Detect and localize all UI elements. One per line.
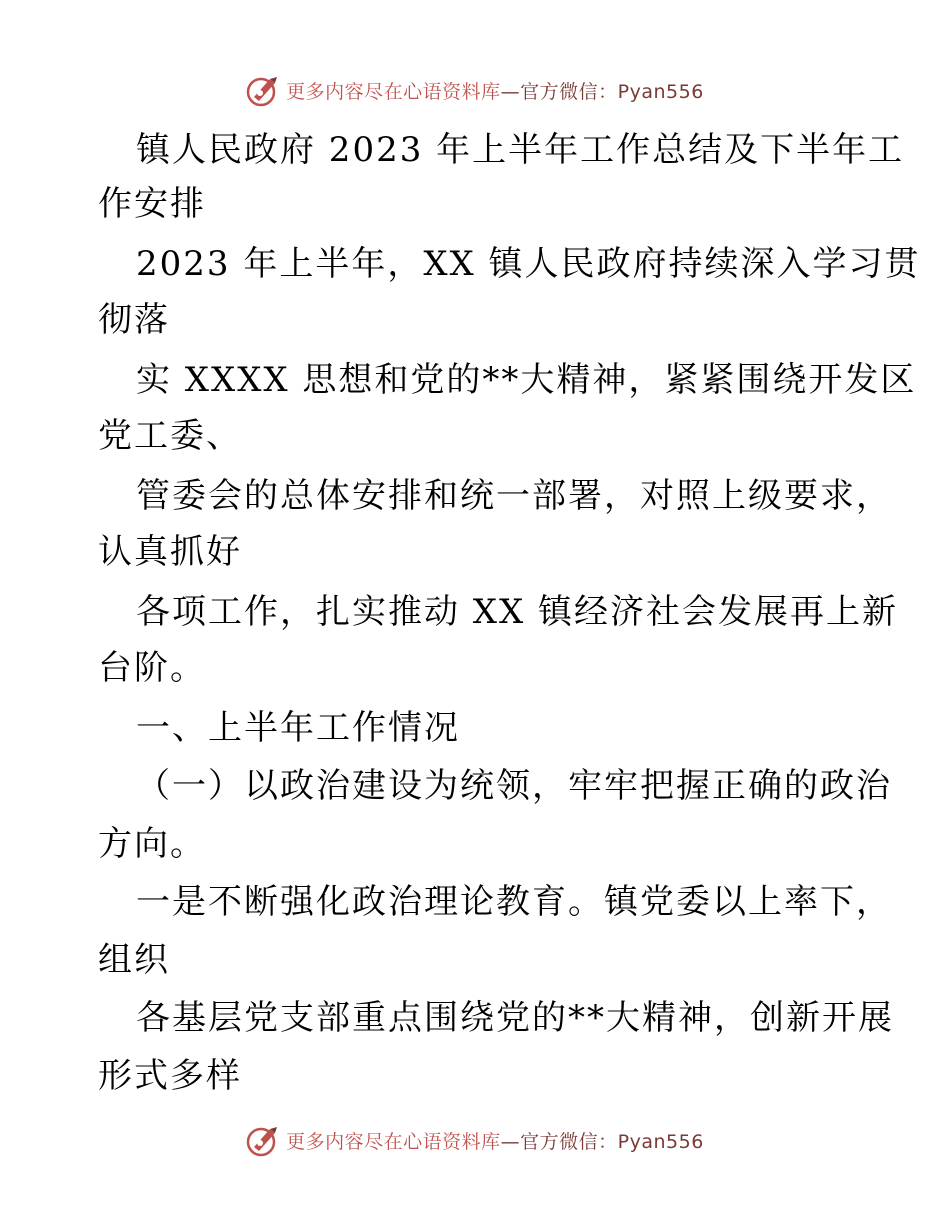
paragraph-line: 台阶。 bbox=[98, 648, 206, 688]
paragraph-line: 各基层党支部重点围绕党的**大精神，创新开展 bbox=[136, 998, 894, 1038]
paragraph-line: 党工委、 bbox=[98, 416, 242, 456]
paragraph-line: 组织 bbox=[98, 940, 170, 980]
paragraph-line: 彻落 bbox=[98, 300, 170, 340]
watermark-header bbox=[0, 70, 950, 110]
watermark-top-suffix: —官方微信：Pyan556 bbox=[500, 80, 704, 103]
paragraph-line: 认真抓好 bbox=[98, 532, 242, 572]
pen-logo-icon bbox=[246, 1123, 280, 1157]
watermark-bottom-text: 更多内容尽在心语资料库 bbox=[286, 1130, 501, 1153]
paragraph-line: 方向。 bbox=[98, 824, 206, 864]
paragraph-line: 一是不断强化政治理论教育。镇党委以上率下， bbox=[136, 882, 892, 922]
paragraph-line: 管委会的总体安排和统一部署，对照上级要求， bbox=[136, 476, 892, 516]
paragraph-line: 2023 年上半年，XX 镇人民政府持续深入学习贯 bbox=[136, 244, 921, 284]
paragraph-line: 形式多样 bbox=[98, 1056, 242, 1096]
watermark-footer bbox=[0, 1120, 950, 1160]
watermark-bottom-suffix: —官方微信：Pyan556 bbox=[500, 1130, 704, 1153]
paragraph-line: 实 XXXX 思想和党的**大精神，紧紧围绕开发区 bbox=[136, 360, 917, 400]
section-heading: 一、上半年工作情况 bbox=[136, 708, 460, 748]
pen-logo-icon bbox=[246, 73, 280, 107]
title-line-2: 作安排 bbox=[98, 184, 206, 224]
watermark-top-text: 更多内容尽在心语资料库 bbox=[286, 80, 501, 103]
title-line-1: 镇人民政府 2023 年上半年工作总结及下半年工 bbox=[136, 130, 905, 170]
subsection-heading: （一）以政治建设为统领，牢牢把握正确的政治 bbox=[136, 766, 892, 806]
paragraph-line: 各项工作，扎实推动 XX 镇经济社会发展再上新 bbox=[136, 592, 899, 632]
